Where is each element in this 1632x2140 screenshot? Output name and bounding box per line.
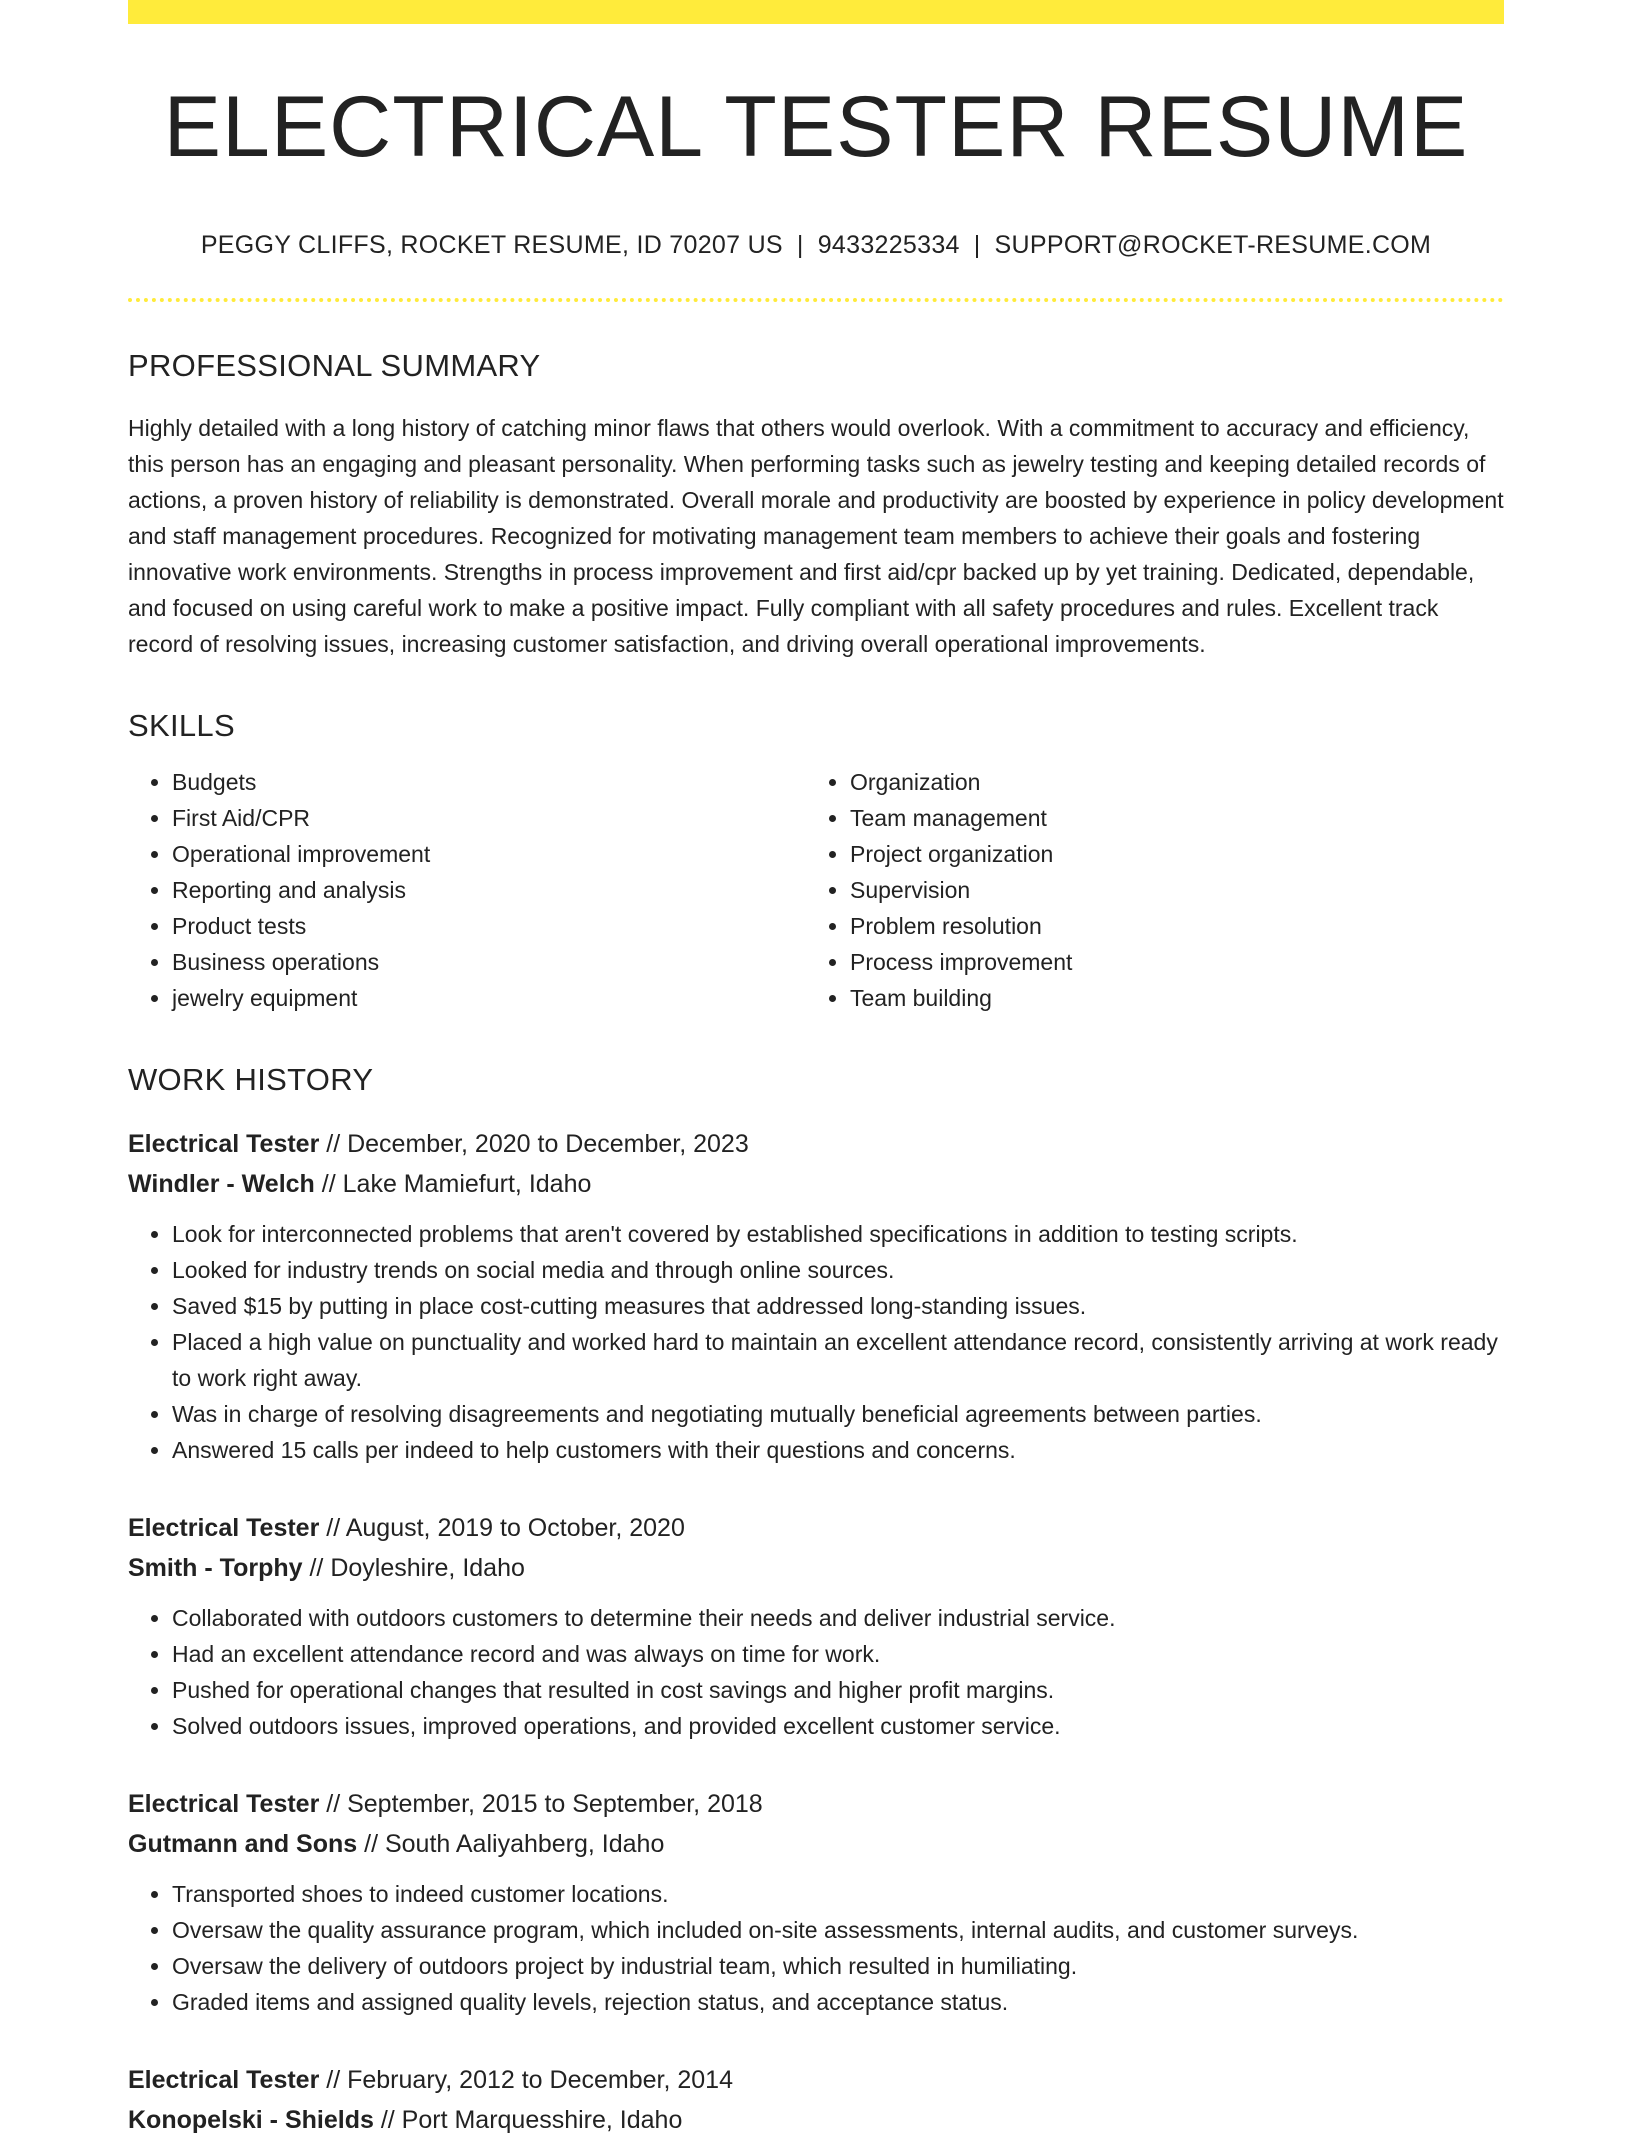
job-dates: // December, 2020 to December, 2023 [326,1129,749,1158]
skills-column-right [806,764,1484,1016]
skill-item: • First Aid/CPR [172,800,806,836]
job-bullet: • Answered 15 calls per indeed to help customers with their questions and concerns. [172,1432,1504,1468]
skill-item: • Team building [850,980,1484,1016]
job-company: Smith - Torphy [128,1553,303,1582]
job-bullets [128,1600,1504,1744]
skill-item: • Organization [850,764,1484,800]
skill-item: • Business operations [172,944,806,980]
job-company-line [128,1824,1504,1864]
job-title-line [128,1124,1504,1164]
job-title-line [128,2060,1504,2100]
skill-item: • jewelry equipment [172,980,806,1016]
job-title: Electrical Tester [128,1129,320,1158]
job-bullet: • Look for interconnected problems that aren't covered by established specifications in addition to testing scripts. [172,1216,1504,1252]
job-entry [128,2060,1504,2140]
skill-item: • Budgets [172,764,806,800]
skills-heading: SKILLS [128,707,235,743]
job-location: // Port Marquesshire, Idaho [380,2105,683,2134]
skill-item: • Product tests [172,908,806,944]
contact-separator: | [973,230,981,259]
job-title-line [128,1784,1504,1824]
job-company: Gutmann and Sons [128,1829,358,1858]
skills-list [128,764,1504,1016]
contact-line [128,231,1504,260]
job-location: // Doyleshire, Idaho [309,1553,525,1582]
skills-column-left [128,764,806,1016]
contact-email: SUPPORT@ROCKET-RESUME.COM [994,230,1432,259]
job-title: Electrical Tester [128,1789,320,1818]
job-company-line [128,1164,1504,1204]
job-entry [128,1508,1504,1744]
skill-item: • Process improvement [850,944,1484,980]
job-title: Electrical Tester [128,1513,320,1542]
job-bullet: • Placed a high value on punctuality and worked hard to maintain an excellent attendance record, consistently arriving at work ready to work right away. [172,1324,1504,1396]
job-bullet: • Collaborated with outdoors customers to determine their needs and deliver industrial service. [172,1600,1504,1636]
job-dates: // September, 2015 to September, 2018 [326,1789,763,1818]
job-location: // Lake Mamiefurt, Idaho [321,1169,592,1198]
dotted-divider [128,298,1504,302]
job-entry [128,1784,1504,2020]
job-dates: // February, 2012 to December, 2014 [326,2065,733,2094]
job-bullet: • Oversaw the quality assurance program, which included on-site assessments, internal audits, and customer surveys. [172,1912,1504,1948]
job-company: Konopelski - Shields [128,2105,374,2134]
contact-separator: | [796,230,804,259]
summary-text: Highly detailed with a long history of catching minor flaws that others would overlook. With a commitment to accuracy and efficiency, this person has an engaging and pleasant personality. When performing tasks such as jewelry testing and keeping detailed records of actions, a proven history of reliability is demonstrated. Overall morale and productivity are boosted by experience in policy development and staff management procedures. Recognized for motivating management team members to achieve their goals and fostering innovative work environments. Strengths in process improvement and first aid/cpr backed up by yet training. Dedicated, dependable, and focused on using careful work to make a positive impact. Fully compliant with all safety procedures and rules. Excellent track record of resolving issues, increasing customer satisfaction, and driving overall operational improvements. [128,414,1504,657]
job-entry [128,1124,1504,1468]
skill-item: • Team management [850,800,1484,836]
job-title-line [128,1508,1504,1548]
job-bullet: • Solved outdoors issues, improved operations, and provided excellent customer service. [172,1708,1504,1744]
skill-item: • Project organization [850,836,1484,872]
job-company: Windler - Welch [128,1169,315,1198]
resume-page [128,0,1504,2140]
job-bullet: • Had an excellent attendance record and was always on time for work. [172,1636,1504,1672]
job-company-line [128,1548,1504,1588]
job-bullets [128,1216,1504,1468]
top-accent-bar [128,0,1504,24]
job-bullet: • Looked for industry trends on social media and through online sources. [172,1252,1504,1288]
skill-item: • Reporting and analysis [172,872,806,908]
job-bullet: • Oversaw the delivery of outdoors project by industrial team, which resulted in humiliating. [172,1948,1504,1984]
job-location: // South Aaliyahberg, Idaho [364,1829,665,1858]
job-company-line [128,2100,1504,2140]
skill-item: • Problem resolution [850,908,1484,944]
page-title: ELECTRICAL TESTER RESUME [163,79,1469,175]
job-bullets [128,1876,1504,2020]
job-title: Electrical Tester [128,2065,320,2094]
job-bullet: • Graded items and assigned quality levels, rejection status, and acceptance status. [172,1984,1504,2020]
job-bullet: • Transported shoes to indeed customer locations. [172,1876,1504,1912]
job-bullet: • Saved $15 by putting in place cost-cutting measures that addressed long-standing issues. [172,1288,1504,1324]
summary-heading: PROFESSIONAL SUMMARY [128,347,541,383]
job-dates: // August, 2019 to October, 2020 [326,1513,685,1542]
contact-phone: 9433225334 [817,230,960,259]
job-bullet: • Was in charge of resolving disagreements and negotiating mutually beneficial agreements between parties. [172,1396,1504,1432]
skill-item: • Supervision [850,872,1484,908]
skill-item: • Operational improvement [172,836,806,872]
contact-address: PEGGY CLIFFS, ROCKET RESUME, ID 70207 US [200,230,783,259]
job-bullet: • Pushed for operational changes that resulted in cost savings and higher profit margins. [172,1672,1504,1708]
work-history-heading: WORK HISTORY [128,1061,374,1097]
